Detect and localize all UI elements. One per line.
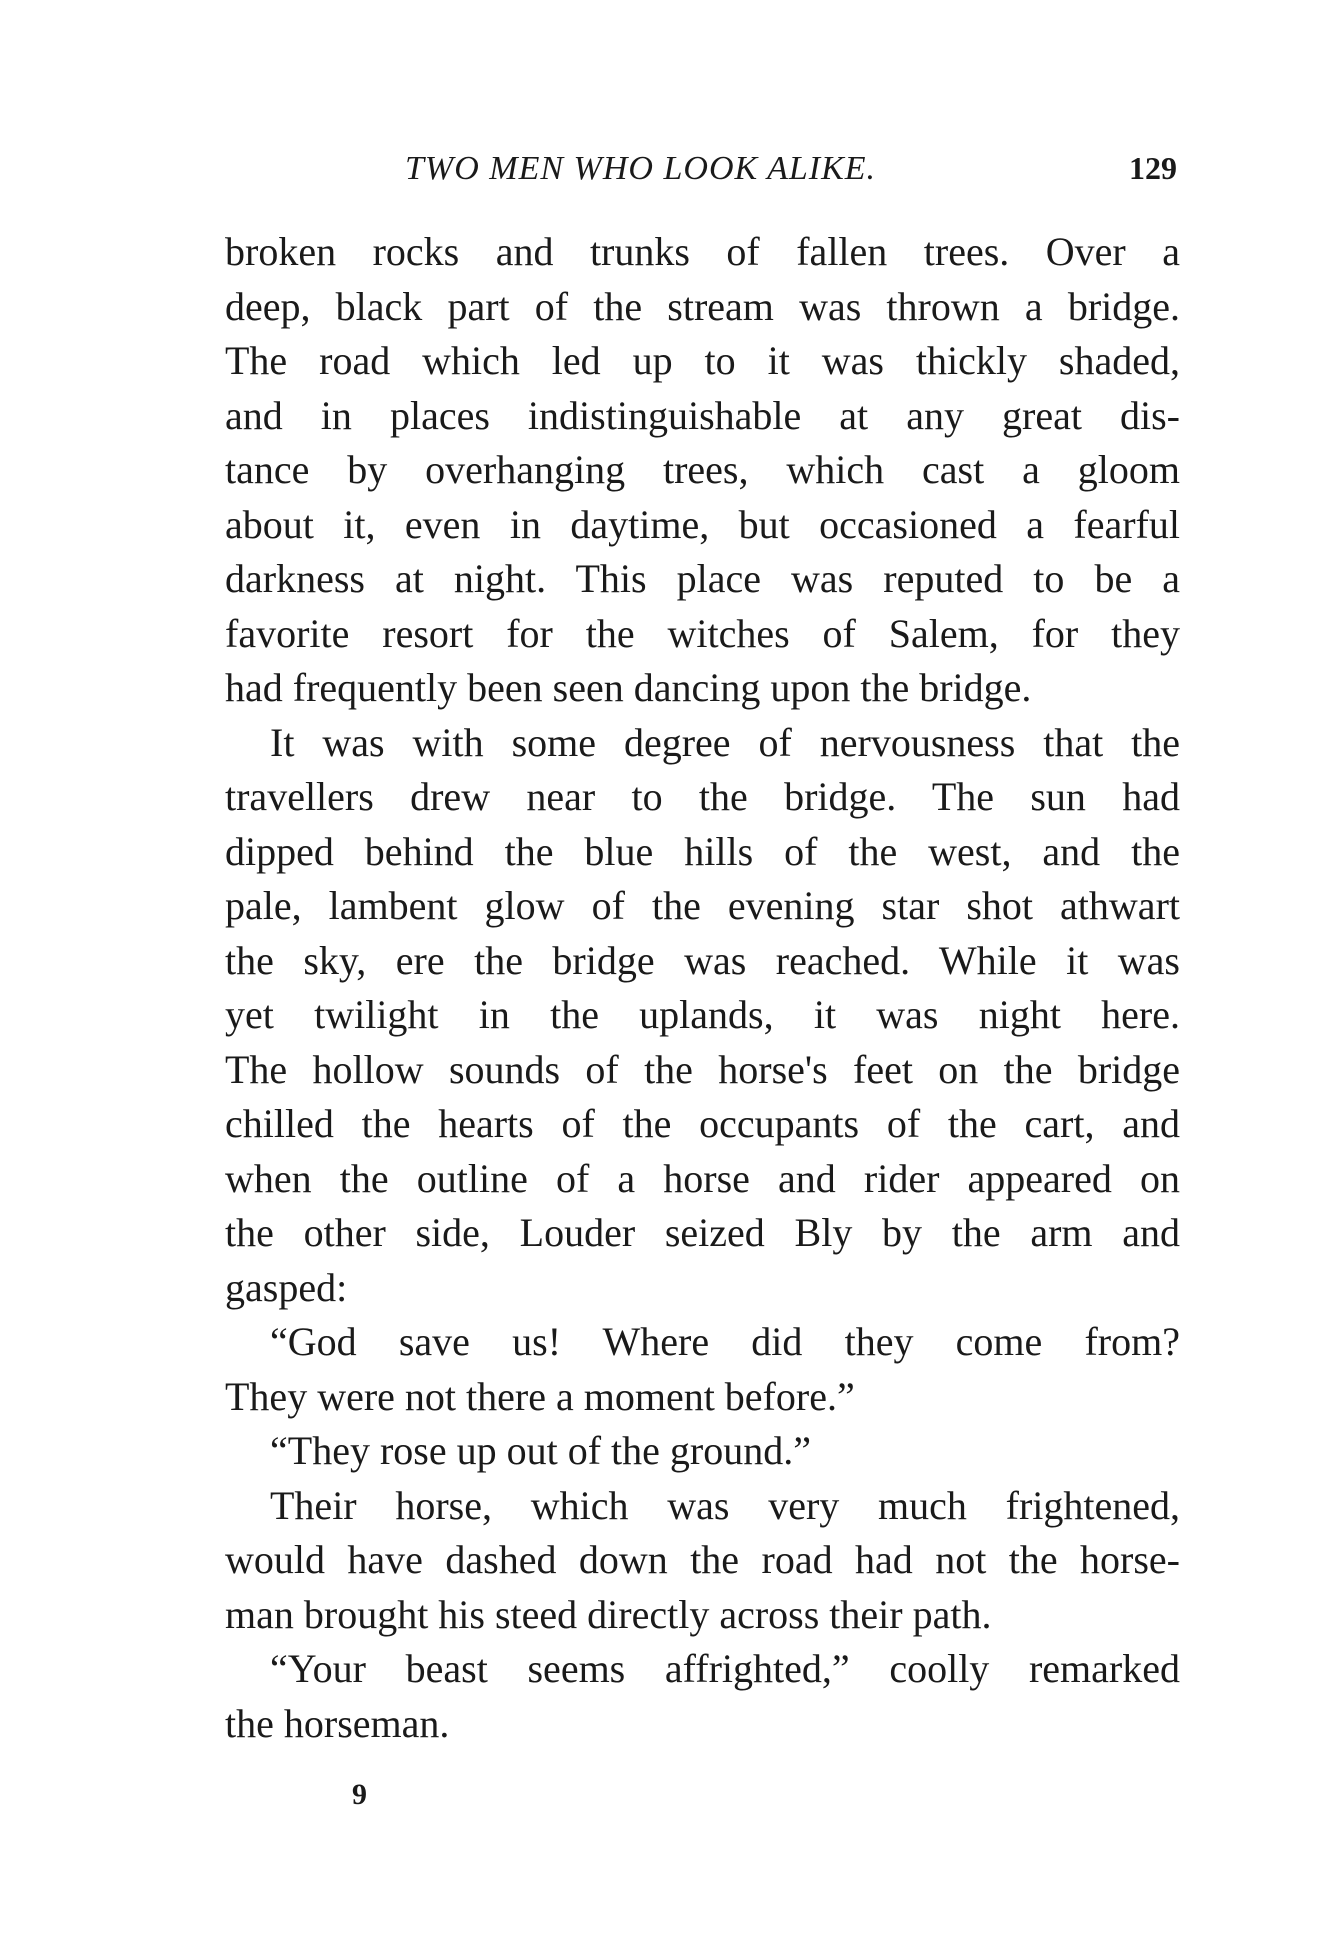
text-line: and in places indistinguishable at any great dis- xyxy=(225,392,1180,438)
text-line: the horseman. xyxy=(225,1700,450,1746)
text-line: travellers drew near to the bridge. The sun had xyxy=(225,774,1180,819)
text-line: the sky, ere the bridge was reached. While it was xyxy=(225,937,1180,983)
signature-mark: 9 xyxy=(352,1778,367,1811)
text-line: the other side, Louder seized Bly by the arm and xyxy=(225,1210,1180,1255)
text-line: gasped: xyxy=(225,1264,348,1310)
text-line: “They rose up out of the ground.” xyxy=(270,1428,811,1473)
text-line: “God save us! Where did they come from? xyxy=(270,1319,1180,1364)
text-line: favorite resort for the witches of Salem, for they xyxy=(225,610,1180,656)
text-line: pale, lambent glow of the evening star shot athwart xyxy=(225,883,1180,928)
text-line: broken rocks and trunks of fallen trees. Over a xyxy=(225,229,1180,274)
text-line: “Your beast seems affrighted,” coolly remarked xyxy=(270,1646,1180,1691)
text-line: yet twilight in the uplands, it was night here. xyxy=(225,992,1180,1037)
text-line: Their horse, which was very much frightened, xyxy=(270,1482,1180,1528)
text-line: dipped behind the blue hills of the west, and the xyxy=(225,828,1180,874)
text-line: had frequently been seen dancing upon the bridge. xyxy=(225,665,1032,710)
text-line: tance by overhanging trees, which cast a gloom xyxy=(225,447,1180,492)
text-line: chilled the hearts of the occupants of the cart, and xyxy=(225,1101,1180,1146)
text-line: when the outline of a horse and rider appeared on xyxy=(225,1155,1180,1201)
text-line: man brought his steed directly across their path. xyxy=(225,1591,992,1637)
text-line: The hollow sounds of the horse's feet on the bridge xyxy=(225,1046,1180,1092)
text-line: about it, even in daytime, but occasioned a fearful xyxy=(225,501,1180,547)
text-line: would have dashed down the road had not the horse- xyxy=(225,1537,1180,1582)
text-line: darkness at night. This place was reputed to be a xyxy=(225,556,1180,601)
running-title: TWO MEN WHO LOOK ALIKE. xyxy=(405,150,877,187)
text-line: It was with some degree of nervousness that the xyxy=(270,719,1180,765)
page-number: 129 xyxy=(1129,150,1177,186)
text-line: deep, black part of the stream was thrown a bridge. xyxy=(225,283,1180,329)
text-line: The road which led up to it was thickly shaded, xyxy=(225,338,1180,383)
page-header xyxy=(225,150,1185,190)
text-line: They were not there a moment before.” xyxy=(225,1373,855,1419)
body-text xyxy=(225,225,1180,1751)
